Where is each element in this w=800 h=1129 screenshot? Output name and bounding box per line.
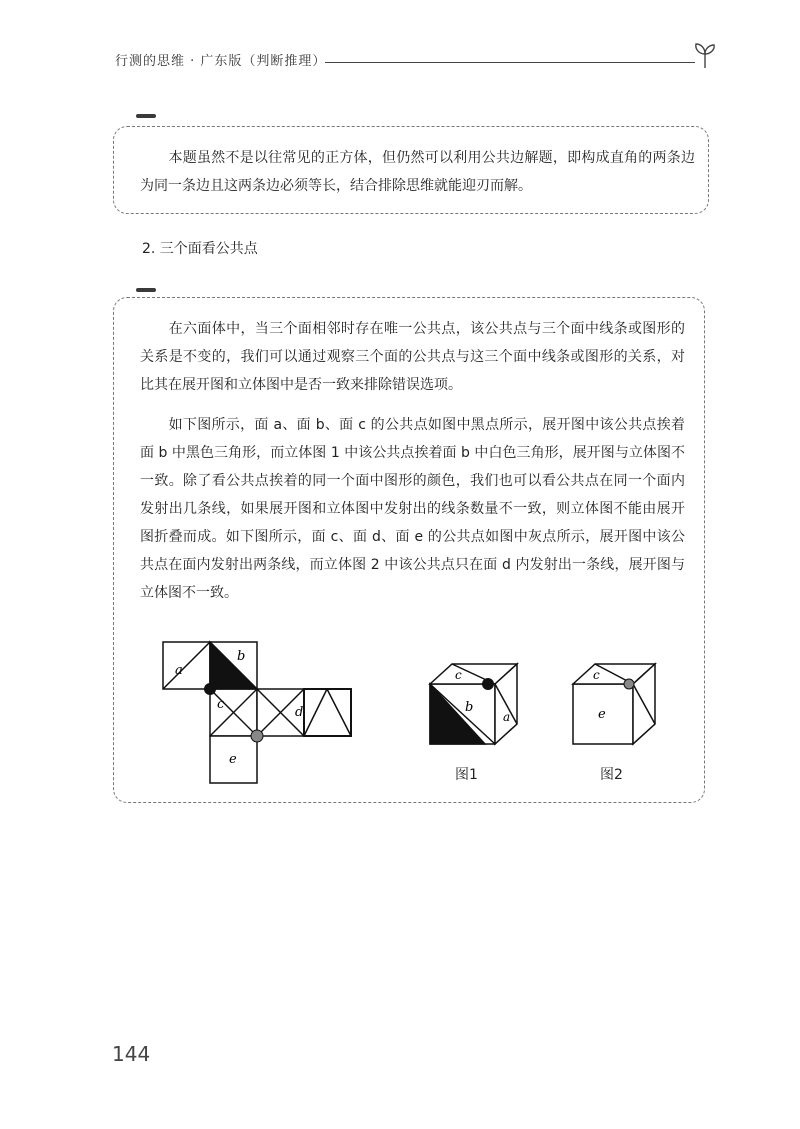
tip-text: 本题虽然不是以往常见的正方体，但仍然可以利用公共边解题，即构成直角的两条边为同一条边且这两条边必须等长，结合排除思维就能迎刃而解。: [140, 150, 695, 194]
cube2-label-c: c: [593, 668, 600, 682]
section-title: 2. 三个面看公共点: [142, 241, 258, 257]
cube-2: [573, 664, 655, 744]
caption-figure-2: 图2: [600, 767, 623, 783]
sprout-icon: [690, 40, 720, 70]
tip-tag: [136, 114, 156, 118]
page-number: 144: [112, 1042, 151, 1066]
caption-figure-1: 图1: [455, 767, 478, 783]
net-label-e: e: [229, 752, 237, 767]
thinking-paragraph-2: 如下图所示，面 a、面 b、面 c 的公共点如图中黑点所示，展开图中该公共点挨着面 b 中黑色三角形，而立体图 1 中该公共点挨着面 b 中白色三角形，展开图与立体图不一致。除了看公共点挨着的同一个面中图形的颜色，我们也可以看公共点在同一个面内发射出几条线，如果展开图和立体图中发射出的线条数量不一致，则立体图不能由展开图折叠而成。如下图所示，面 c、面 d、面 e 的公共点如图中灰点所示，展开图中该公共点在面内发射出两条线，而立体图 2 中该公共点只在面 d 内发射出一条线，展开图与立体图不一致。: [140, 417, 685, 601]
black-point: [204, 683, 216, 695]
cube1-label-b: b: [465, 700, 474, 715]
black-point-cube1: [482, 678, 494, 690]
net-label-a: a: [175, 663, 183, 678]
cube-net: [163, 642, 351, 783]
cube1-label-a: a: [503, 710, 511, 724]
gray-point-cube2: [624, 679, 634, 689]
cube-figure: [155, 636, 675, 786]
gray-point: [251, 730, 263, 742]
net-face-d: [304, 689, 351, 736]
net-label-d: d: [295, 705, 304, 720]
header-rule: [325, 62, 695, 63]
thinking-tag: [136, 288, 156, 292]
cube2-label-e: e: [598, 707, 606, 722]
cube1-label-c: c: [455, 668, 462, 682]
running-title: 行测的思维 · 广东版（判断推理）: [115, 54, 327, 69]
page-header: [115, 40, 715, 80]
cube-1: [430, 664, 517, 744]
net-label-c: c: [217, 697, 225, 712]
thinking-paragraph-1: 在六面体中，当三个面相邻时存在唯一公共点，该公共点与三个面中线条或图形的关系是不变的，我们可以通过观察三个面的公共点与这三个面中线条或图形的关系，对比其在展开图和立体图中是否一致来排除错误选项。: [140, 321, 685, 393]
net-label-b: b: [237, 649, 246, 664]
